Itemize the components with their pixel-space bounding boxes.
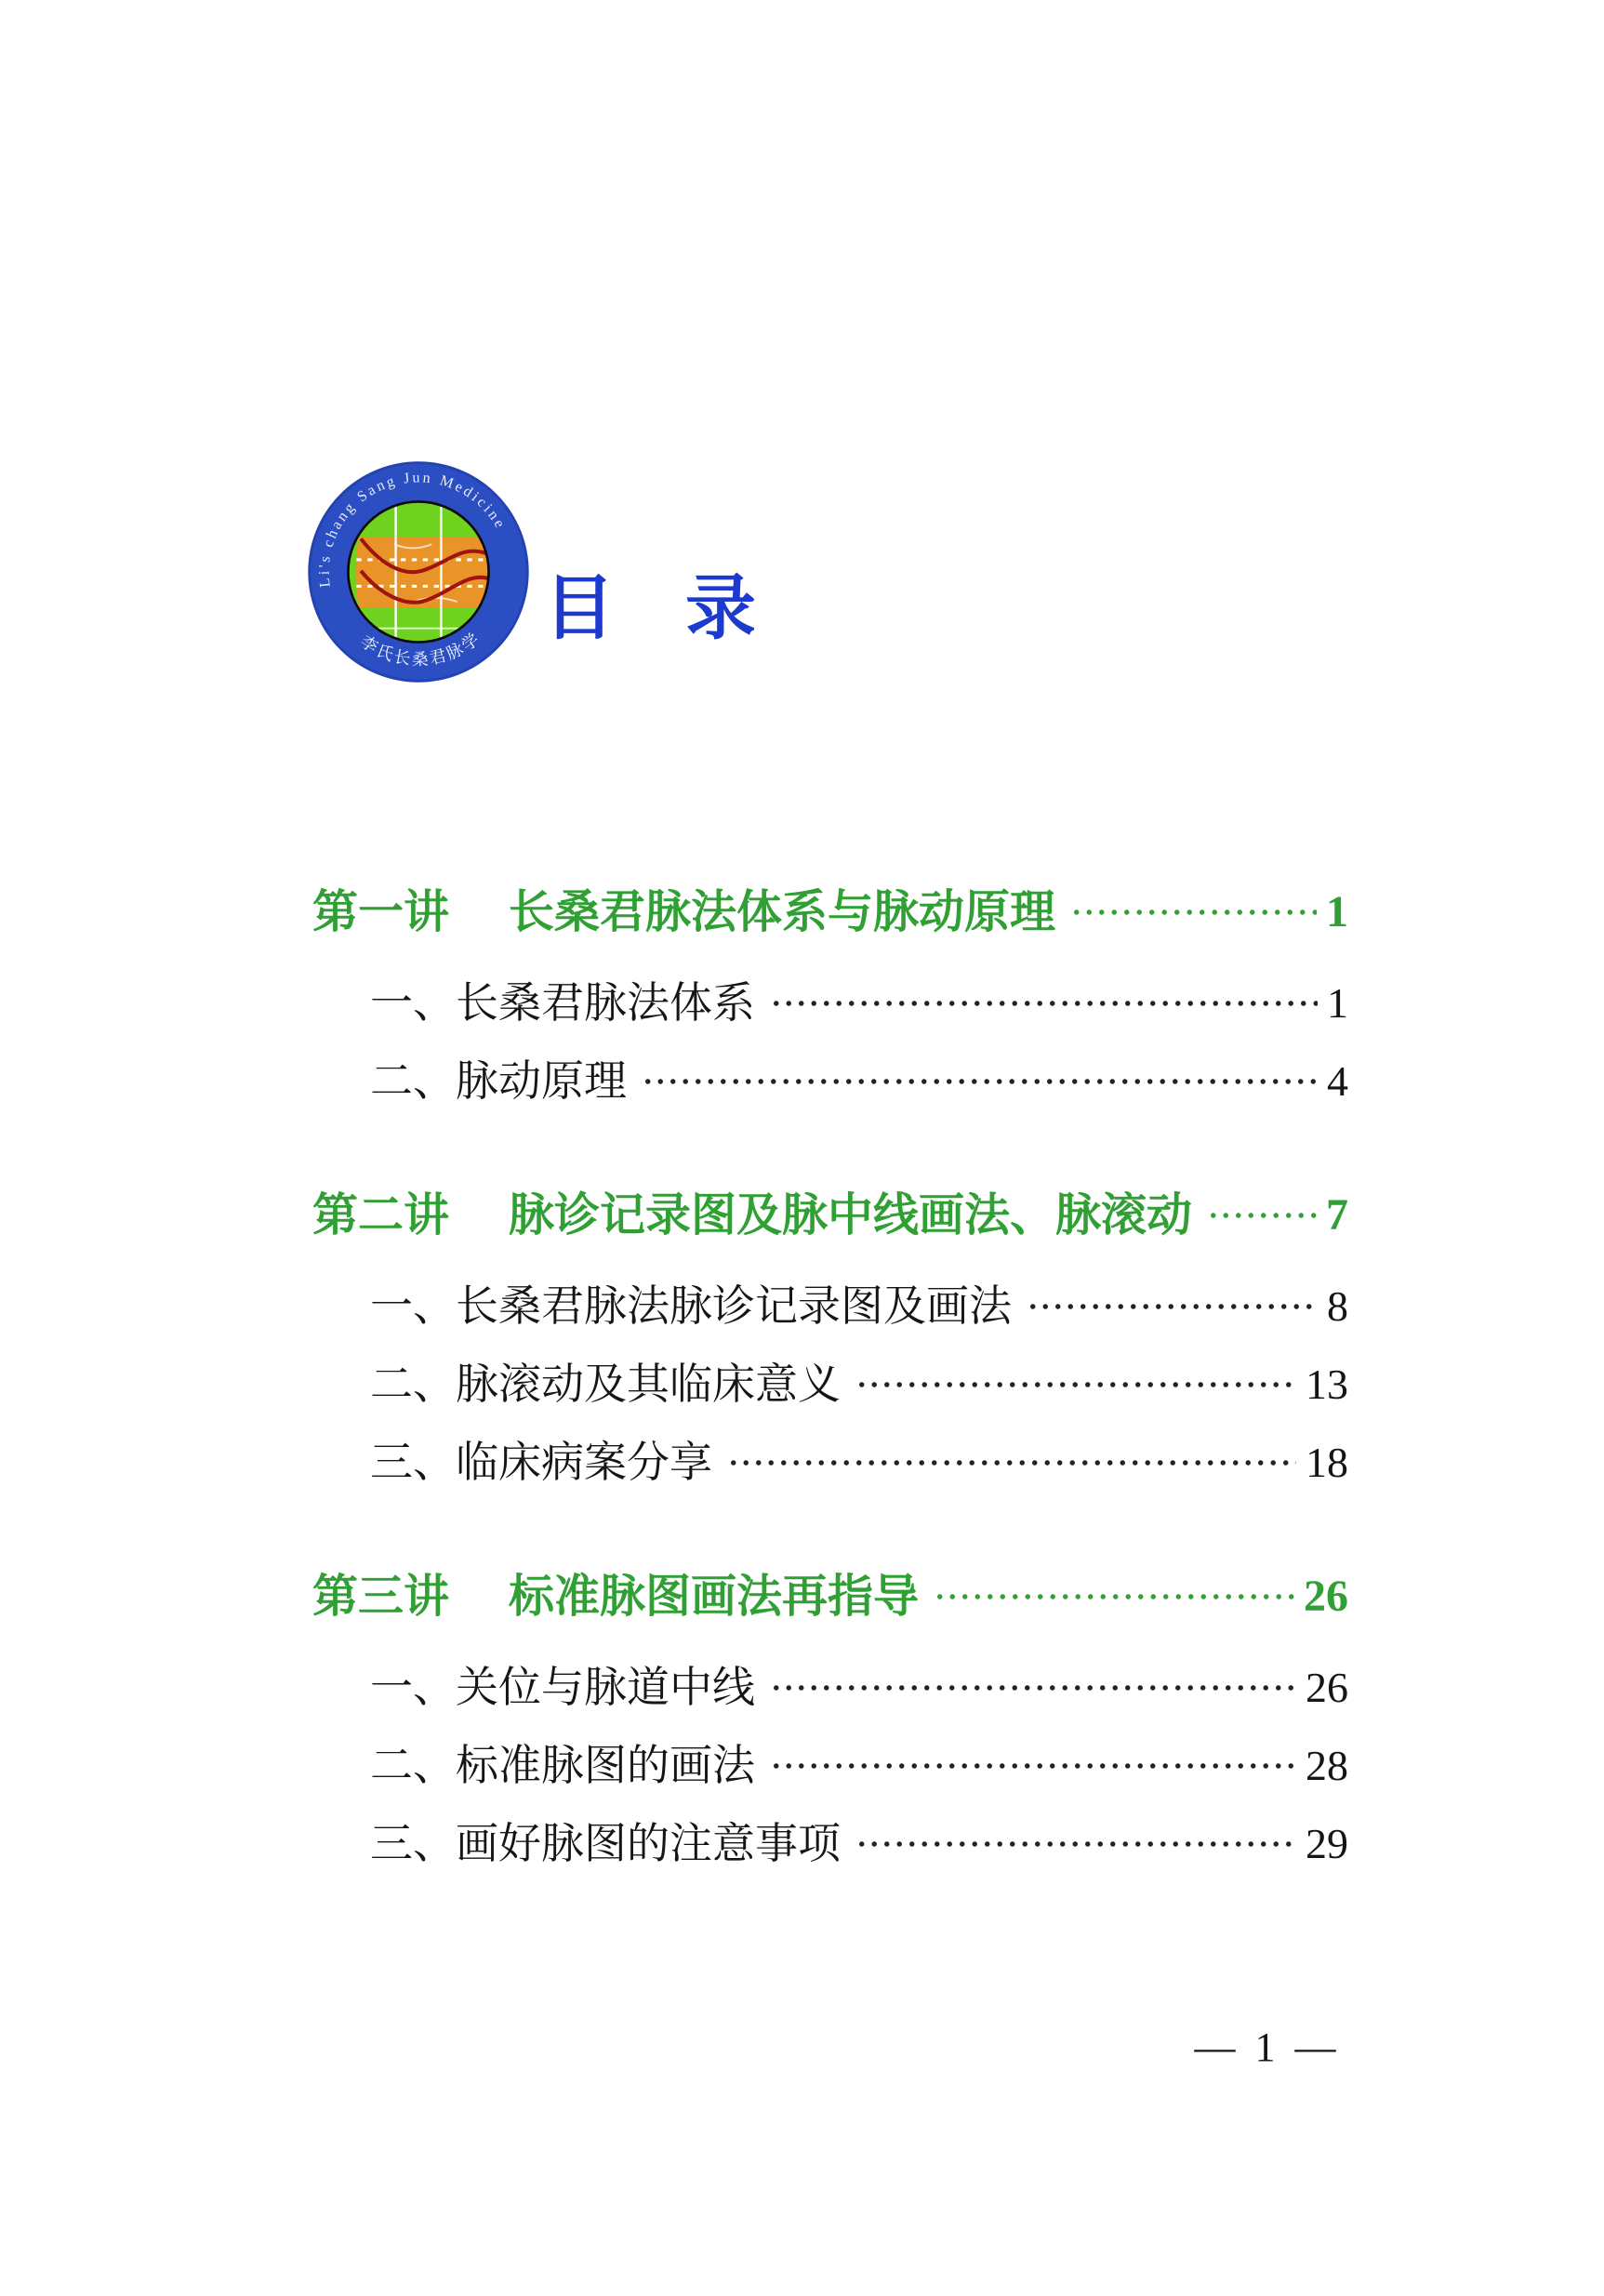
toc-item-row bbox=[370, 1436, 1348, 1490]
page-number-footer: — 1 — bbox=[1194, 2024, 1341, 2070]
toc-item-row bbox=[370, 1358, 1348, 1412]
dot-leader bbox=[1070, 885, 1317, 939]
toc-item-text: 一、关位与脉道中线 bbox=[370, 1664, 755, 1711]
chapter-page-number: 26 bbox=[1304, 1572, 1348, 1621]
dot-leader bbox=[727, 1436, 1296, 1490]
toc-chapter-row bbox=[312, 1570, 1348, 1624]
toc-list bbox=[312, 885, 1348, 1871]
dot-leader bbox=[770, 1661, 1296, 1715]
toc-item-text: 三、画好脉图的注意事项 bbox=[370, 1820, 841, 1867]
toc-section bbox=[312, 1570, 1348, 1871]
logo-graphic bbox=[308, 461, 529, 683]
dot-leader bbox=[855, 1358, 1296, 1412]
dot-leader bbox=[934, 1570, 1294, 1624]
toc-chapter-row bbox=[312, 885, 1348, 939]
toc-section bbox=[312, 1188, 1348, 1490]
toc-item-row bbox=[370, 1739, 1348, 1793]
item-page-number: 8 bbox=[1327, 1282, 1348, 1330]
dot-leader bbox=[855, 1817, 1296, 1871]
toc-item-text: 二、标准脉图的画法 bbox=[370, 1742, 755, 1789]
toc-item-text: 二、脉滚动及其临床意义 bbox=[370, 1360, 841, 1408]
toc-section bbox=[312, 885, 1348, 1108]
toc-item-row bbox=[370, 1280, 1348, 1334]
chapter-title: 脉诊记录图及脉中线画法、脉滚动 bbox=[509, 1189, 1193, 1241]
chapter-page-number: 7 bbox=[1326, 1190, 1348, 1240]
logo-ring-text-chinese: 李氏长桑君脉学 bbox=[357, 628, 484, 670]
chapter-label: 第一讲 bbox=[312, 886, 450, 937]
toc-item-text: 三、临床病案分享 bbox=[370, 1439, 712, 1486]
dot-leader bbox=[1027, 1280, 1318, 1334]
toc-item-row bbox=[370, 1817, 1348, 1871]
dot-leader bbox=[770, 1739, 1296, 1793]
logo-pulse-band bbox=[355, 538, 496, 608]
page-title: 目 录 bbox=[544, 569, 756, 648]
toc-chapter-row bbox=[312, 1188, 1348, 1242]
chapter-title: 标准脉图画法再指导 bbox=[509, 1571, 920, 1622]
toc-item-row bbox=[370, 1661, 1348, 1715]
toc-item-row bbox=[370, 976, 1348, 1030]
dot-leader bbox=[1207, 1188, 1317, 1242]
item-page-number: 28 bbox=[1306, 1742, 1348, 1789]
toc-item-text: 一、长桑君脉法脉诊记录图及画法 bbox=[370, 1282, 1012, 1330]
toc-item-row bbox=[370, 1055, 1348, 1108]
chapter-title: 长桑君脉法体系与脉动原理 bbox=[509, 886, 1056, 937]
item-page-number: 4 bbox=[1327, 1057, 1348, 1105]
item-page-number: 1 bbox=[1327, 979, 1348, 1027]
chapter-label: 第二讲 bbox=[312, 1189, 450, 1241]
chapter-page-number: 1 bbox=[1326, 887, 1348, 936]
item-page-number: 29 bbox=[1306, 1820, 1348, 1867]
item-page-number: 26 bbox=[1306, 1664, 1348, 1711]
dot-leader bbox=[770, 976, 1318, 1030]
toc-item-text: 二、脉动原理 bbox=[370, 1057, 627, 1105]
publisher-logo bbox=[308, 461, 529, 683]
dot-leader bbox=[642, 1055, 1318, 1108]
item-page-number: 18 bbox=[1306, 1439, 1348, 1486]
logo-ring-text-english: Li's chang Sang Jun Medicine bbox=[316, 470, 510, 589]
item-page-number: 13 bbox=[1306, 1360, 1348, 1408]
toc-item-text: 一、长桑君脉法体系 bbox=[370, 979, 755, 1027]
chapter-label: 第三讲 bbox=[312, 1571, 450, 1622]
